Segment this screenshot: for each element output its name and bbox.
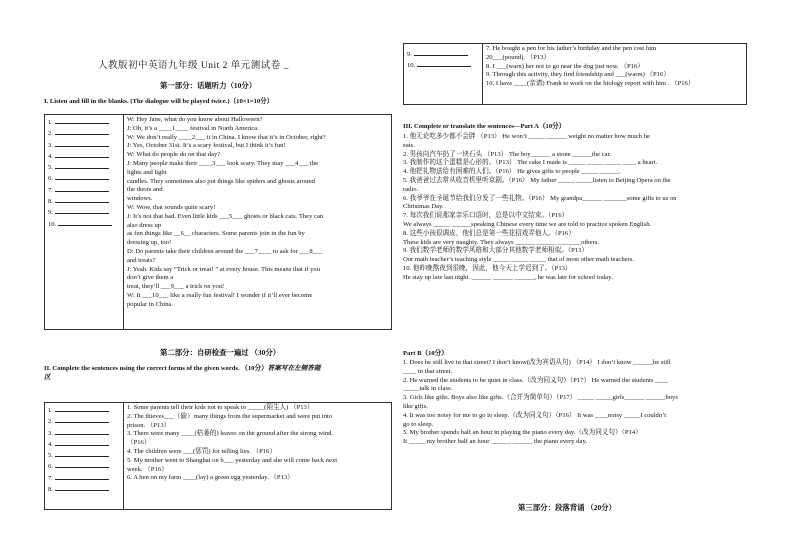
answer-number: 1. bbox=[48, 407, 53, 414]
sentence-line: 6. A hen on my farm ____(lay) a green egg yesterday. （P13） bbox=[127, 474, 294, 482]
answer-blank[interactable] bbox=[55, 472, 109, 480]
answer-area bbox=[45, 403, 124, 510]
rewrite-line: ____ in that street. bbox=[403, 367, 453, 375]
answer-number: 4. bbox=[48, 440, 53, 448]
answer-number: 7. bbox=[48, 474, 53, 482]
rewrite-sentences bbox=[403, 359, 678, 447]
rewrite-line: _____talk in class. bbox=[403, 385, 453, 393]
grammar-heading-note-end: 区 bbox=[44, 374, 51, 381]
dialogue-line: as fun things like __6__ characters. Some parents join in the fun by bbox=[127, 230, 305, 238]
answer-row bbox=[48, 127, 120, 138]
answer-number: 2. bbox=[48, 418, 53, 426]
answer-row bbox=[48, 172, 120, 183]
rewrite-line: go to sleep. bbox=[403, 420, 434, 428]
part3-final-heading: 第三部分：段落背诵 （20分） bbox=[518, 503, 616, 512]
dialogue-line: D: Do parents take their children around the ___7____ to ask for ___8___ bbox=[127, 247, 323, 255]
sentence-line: 8. I ___(warn) her not to go near the dog just now. （P16） bbox=[486, 62, 644, 70]
answer-row bbox=[48, 218, 120, 229]
rewrite-line: 2. He warned the students to be quiet in class.（改为同义句）（P17） He warned the students ____ bbox=[403, 376, 669, 384]
dialogue-line: windows. bbox=[127, 195, 153, 203]
rewrite-line: 4. It was too noisy for me to go to sleep.（改为同义句）（P16） It was ____noisy _____I couldn’t bbox=[403, 411, 667, 419]
translate-line: 5. 我爸爸过去常从收音机里听京剧。（P16） My father _____ _____listen to Beijing Opera on the bbox=[403, 176, 671, 184]
sentence-line: 5. My mother went to Shanghai on b___ yesterday and she will come back next bbox=[127, 456, 338, 464]
translate-line: radio. bbox=[403, 185, 419, 193]
dialogue-line: J: Yes, October 31st. It’s a scary festival, but I think it’s fun! bbox=[127, 142, 286, 150]
continued-sentences-cell bbox=[483, 44, 747, 105]
answer-row bbox=[48, 206, 120, 217]
answer-row bbox=[48, 460, 120, 471]
translate-line: 4. 他把礼物送给有困难的人们。（P16） He gives gifts to people _____ ______. bbox=[403, 168, 621, 176]
rewrite-line: 5. My brother spends half an hour in playing the piano every day.（改为同义句）（P14） bbox=[403, 429, 642, 437]
answer-blank[interactable] bbox=[55, 438, 109, 446]
answer-row bbox=[48, 427, 120, 438]
dialogue-line: lights and light bbox=[127, 168, 167, 176]
dialogue-line: popular in China. bbox=[127, 300, 173, 308]
answer-row bbox=[48, 150, 120, 161]
dialogue-line: dressing up, too! bbox=[127, 239, 172, 247]
translate-line: eats. bbox=[403, 141, 415, 149]
grammar-section-heading bbox=[44, 364, 364, 382]
listening-table bbox=[44, 114, 392, 330]
answer-number: 6. bbox=[48, 463, 53, 471]
translate-line: 1. 他无论吃多少都不会胖 （P13） He won’t _____ ______ weight no matter how much he bbox=[403, 133, 650, 140]
dialogue-line: also dress up bbox=[127, 221, 162, 229]
dialogue-line: candles. They sometimes also put things like spiders and ghosts around bbox=[127, 177, 315, 185]
dialogue-line: J: Yeah. Kids say “Trick or treat! ” at every house. This means that if you bbox=[127, 265, 321, 273]
sentence-line: prison. （P13） bbox=[127, 421, 171, 429]
translate-line: Our math teacher’s teaching style _____ _____ _____ that of most other math teachers. bbox=[403, 256, 634, 264]
dialogue-line: J: It’s not that bad. Even little kids ___5___ ghosts or black cats. They can bbox=[127, 212, 324, 220]
translate-line: He stay up late last night. ______ ______ ______, he was late for school today. bbox=[403, 273, 613, 281]
grammar-sentences-cell bbox=[124, 403, 392, 510]
answer-number: 8. bbox=[48, 198, 53, 206]
answer-row bbox=[407, 59, 479, 70]
dialogue-line: W: It ___10___ like a really fun festival! I wonder if it’ll ever become bbox=[127, 291, 313, 299]
answer-number: 5. bbox=[48, 452, 53, 460]
dialogue-line: W: Wow, that sounds quite scary! bbox=[127, 203, 216, 211]
sentence-line: 7. He bought a pen for his father’s birthday and the pen cost him bbox=[486, 45, 657, 52]
answer-blank[interactable] bbox=[55, 161, 109, 169]
answer-row bbox=[48, 415, 120, 426]
continued-table bbox=[403, 43, 747, 105]
dialogue-cell bbox=[124, 115, 392, 330]
listening-section-heading: I. Listen and fill in the blanks. (The dialogue will be played twice.)（10×1=10分） bbox=[44, 98, 274, 105]
answer-blank[interactable] bbox=[55, 195, 109, 203]
answer-row bbox=[48, 404, 120, 415]
answer-number: 10. bbox=[407, 62, 416, 70]
translate-line: 6. 我爷爷在圣诞节给我们分发了一些礼物。（P16） My grandpa______ _______some gifts to us on bbox=[403, 194, 677, 202]
answer-blank[interactable] bbox=[414, 48, 468, 56]
answer-row bbox=[48, 116, 120, 127]
sentence-line: （P16） bbox=[127, 439, 151, 447]
translate-section-heading: III. Complete or translate the sentences—Part A（10分） bbox=[403, 123, 566, 130]
translate-line: We always _____ ______speaking Chinese every time we are told to practice spoken English. bbox=[403, 220, 652, 228]
translate-line: 8. 这些小孩很调皮，他们总是第一些花招戏弄他人。（P16） bbox=[403, 229, 575, 237]
part2-heading: 第二部分：自研检查一遍过 （30分） bbox=[160, 348, 281, 357]
answer-blank[interactable] bbox=[55, 415, 109, 423]
translate-line: 7. 每次我们说那家亲乐口语时，总是以中文结束。（P16） bbox=[403, 212, 569, 220]
dialogue-line: treat, they’ll ___9___ a trick on you! bbox=[127, 283, 225, 291]
answer-row bbox=[48, 195, 120, 206]
answer-blank[interactable] bbox=[55, 483, 109, 491]
answer-number: 1. bbox=[48, 119, 53, 126]
answer-blank[interactable] bbox=[55, 184, 109, 192]
answer-row bbox=[48, 449, 120, 460]
answer-area bbox=[45, 115, 124, 330]
answer-blank[interactable] bbox=[58, 218, 112, 226]
grammar-table bbox=[44, 402, 392, 510]
answer-row bbox=[407, 48, 479, 59]
answer-blank[interactable] bbox=[55, 404, 109, 412]
grammar-heading-text: II. Complete the sentences using the correct forms of the given words. （10分） bbox=[44, 365, 268, 372]
answer-number: 6. bbox=[48, 175, 53, 183]
answer-number: 10. bbox=[48, 220, 57, 228]
answer-row bbox=[48, 184, 120, 195]
answer-blank[interactable] bbox=[417, 59, 471, 67]
dialogue-line: W: What do people do on that day? bbox=[127, 151, 221, 159]
answer-row bbox=[48, 472, 120, 483]
sentence-line: 1. Some parents tell their kids not to speak to _____(陌生人) （P13） bbox=[127, 404, 314, 411]
translate-line: 10. 他昨晚熬夜到很晚，因此，他今天上学迟到了。（P13） bbox=[403, 264, 572, 272]
answer-row bbox=[48, 483, 120, 494]
rewrite-line: It _____ my brother half an hour ______ ______ the piano every day. bbox=[403, 438, 587, 446]
dialogue-line: J: Many people make their ____3___ look scary. They may ___4___ the bbox=[127, 159, 318, 167]
answer-number: 3. bbox=[48, 429, 53, 437]
answer-number: 7. bbox=[48, 186, 53, 194]
answer-area bbox=[404, 44, 483, 105]
sentence-line: 9. Through this activity, they find friendship and ___(warm) （P16） bbox=[486, 71, 670, 79]
page-title: 人教版初中英语九年级 Unit 2 单元测试卷 _ bbox=[98, 61, 289, 71]
answer-row bbox=[48, 161, 120, 172]
translate-line: 9. 我们数学老师的数学风格和大部分其他数学老师相似。（P13） bbox=[403, 247, 588, 255]
rewrite-line: 3. Girls like gifts. Boys also like gifts.（合并为简单句）（P17） _____ _____girls______ ______boys bbox=[403, 394, 678, 402]
sentence-line: week. （P16） bbox=[127, 465, 168, 473]
rewrite-line: like gifts. bbox=[403, 402, 428, 410]
translate-line: 2. 男孩向汽车扔了一块石头 （P13） The boy______ a stone ______the car. bbox=[403, 150, 612, 158]
answer-blank[interactable] bbox=[55, 116, 109, 124]
translate-sentences bbox=[403, 133, 676, 283]
rewrite-line: 1. Does he still live in that street? I don’t know(改为宾语从句) （P14） I don’t know ______he still bbox=[403, 359, 671, 366]
answer-number: 9. bbox=[407, 51, 412, 58]
answer-blank[interactable] bbox=[55, 449, 109, 457]
dialogue-line: W: We don’t really ____2___ it in China. I know that it’s in October, right? bbox=[127, 133, 326, 141]
dialogue-line: the doors and bbox=[127, 186, 163, 194]
dialogue-line: and treats? bbox=[127, 256, 156, 264]
answer-blank[interactable] bbox=[55, 139, 109, 147]
answer-blank[interactable] bbox=[55, 127, 109, 135]
dialogue-line: J: Oh, it’s a ____1____ festival in North America. bbox=[127, 124, 259, 132]
answer-number: 8. bbox=[48, 486, 53, 494]
answer-blank[interactable] bbox=[55, 206, 109, 214]
answer-number: 5. bbox=[48, 164, 53, 172]
answer-number: 9. bbox=[48, 209, 53, 217]
answer-number: 3. bbox=[48, 141, 53, 149]
translate-line: Christmas Day. bbox=[403, 203, 444, 211]
answer-blank[interactable] bbox=[55, 150, 109, 158]
answer-blank[interactable] bbox=[55, 460, 109, 468]
translate-line: These kids are very naughty. They always ______ ______ _______others. bbox=[403, 238, 599, 246]
sentence-line: 10. I have ____(亲请) Frank to work on the biology report with him . （P16） bbox=[486, 80, 695, 88]
translate-line: 3. 我制作的这个蛋糕是心形的。（P13） The cake I made is _____ _____ _____ ____ a heart. bbox=[403, 159, 658, 167]
answer-row bbox=[48, 139, 120, 150]
sentence-line: 20___(pound). （P13） bbox=[486, 53, 551, 61]
answer-blank[interactable] bbox=[55, 427, 109, 435]
answer-number: 2. bbox=[48, 130, 53, 138]
sentence-line: 2. The thieves___（偷）many things from the supermarket and were put into bbox=[127, 412, 333, 420]
sentence-line: 4. The children were ___(惩罚) for telling lies. （P16） bbox=[127, 447, 276, 455]
dialogue-line: W: Hey Jane, what do you know about Halloween? bbox=[127, 116, 263, 123]
partb-heading: Part B（10分） bbox=[403, 350, 448, 357]
grammar-heading-note: 答案写在左侧答题 bbox=[267, 365, 321, 372]
answer-row bbox=[48, 438, 120, 449]
sentence-line: 3. There were many ____(枯萎的) leaves on the ground after the strong wind. bbox=[127, 430, 334, 438]
answer-blank[interactable] bbox=[55, 172, 109, 180]
answer-number: 4. bbox=[48, 152, 53, 160]
dialogue-line: don’t give them a bbox=[127, 274, 174, 282]
part1-heading: 第一部分：话题听力（10分） bbox=[160, 81, 257, 90]
